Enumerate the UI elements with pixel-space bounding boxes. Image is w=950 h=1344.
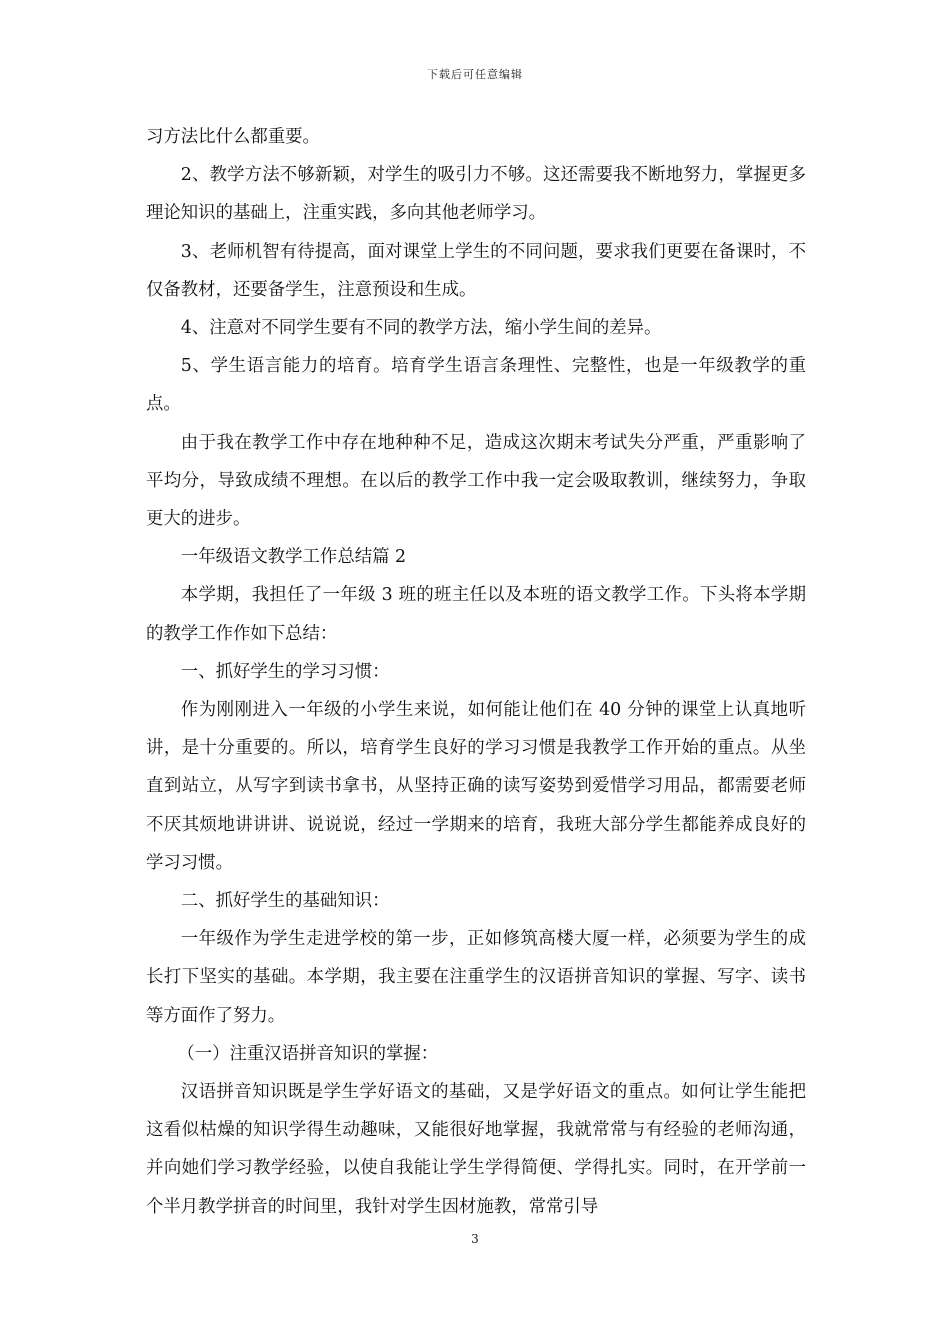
page-header: 下载后可任意编辑 [427, 68, 523, 81]
paragraph: 2、教学方法不够新颖，对学生的吸引力不够。这还需要我不断地努力，掌握更多理论知识的基础上，注重实践，多向其他老师学习。 [146, 165, 806, 224]
paragraph: 一年级作为学生走进学校的第一步，正如修筑高楼大厦一样，必须要为学生的成长打下坚实的基础。本学期，我主要在注重学生的汉语拼音知识的掌握、写字、读书等方面作了努力。 [146, 929, 806, 1026]
document-body [146, 118, 806, 1226]
paragraph: 作为刚刚进入一年级的小学生来说，如何能让他们在 40 分钟的课堂上认真地听讲，是十分重要的。所以，培育学生良好的学习习惯是我教学工作开始的重点。从坐直到站立，从写字到读书拿书，从坚持正确的读写姿势到爱惜学习用品，都需要老师不厌其烦地讲讲讲、说说说，经过一学期来的培育，我班大部分学生都能养成良好的学习习惯。 [146, 700, 806, 873]
subsection-heading: 一、抓好学生的学习习惯： [180, 661, 390, 682]
subsection-heading: （一）注重汉语拼音知识的掌握： [177, 1043, 439, 1064]
section-heading: 一年级语文教学工作总结篇 2 [180, 547, 407, 568]
paragraph: 习方法比什么都重要。 [146, 127, 320, 147]
paragraph: 3、老师机智有待提高，面对课堂上学生的不同问题，要求我们更要在备课时，不仅备教材，还要备学生，注意预设和生成。 [146, 241, 806, 300]
paragraph: 本学期，我担任了一年级 3 班的班主任以及本班的语文教学工作。下头将本学期的教学工作作如下总结： [146, 585, 806, 644]
paragraph: 由于我在教学工作中存在地种种不足，造成这次期末考试失分严重，严重影响了平均分，导致成绩不理想。在以后的教学工作中我一定会吸取教训，继续努力，争取更大的进步。 [146, 432, 806, 530]
page-number: 3 [471, 1232, 479, 1246]
paragraph: 5、学生语言能力的培育。培育学生语言条理性、完整性，也是一年级教学的重点。 [146, 356, 806, 415]
paragraph: 4、注意对不同学生要有不同的教学方法，缩小学生间的差异。 [180, 318, 662, 339]
paragraph: 汉语拼音知识既是学生学好语文的基础，又是学好语文的重点。如何让学生能把这看似枯燥的知识学得生动趣味，又能很好地掌握，我就常常与有经验的老师沟通，并向她们学习教学经验，以使自我能让学生学得简便、学得扎实。同时，在开学前一个半月教学拼音的时间里，我针对学生因材施教，常常引导 [146, 1082, 806, 1217]
subsection-heading: 二、抓好学生的基础知识： [180, 891, 390, 912]
